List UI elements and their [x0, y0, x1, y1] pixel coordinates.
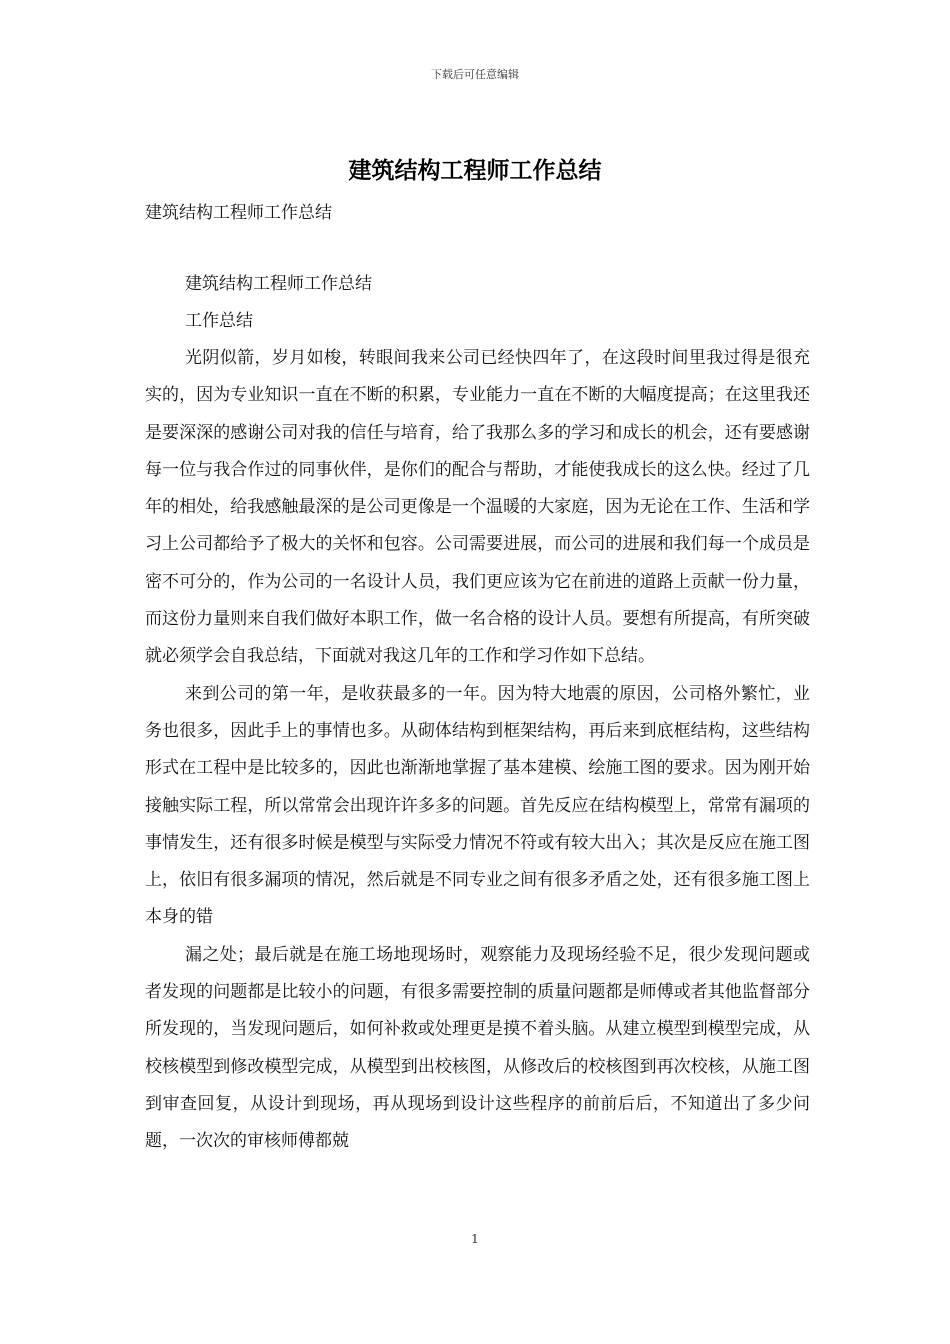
- paragraph: 光阴似箭，岁月如梭，转眼间我来公司已经快四年了，在这段时间里我过得是很充实的，因为专业知识一直在不断的积累，专业能力一直在不断的大幅度提高；在这里我还是要深深的感谢公司对我的信任与培育，给了我那么多的学习和成长的机会，还有要感谢每一位与我合作过的同事伙伴，是你们的配合与帮助，才能使我成长的这么快。经过了几年的相处，给我感触最深的是公司更像是一个温暖的大家庭，因为无论在工作、生活和学习上公司都给予了极大的关怀和包容。公司需要进展，而公司的进展和我们每一个成员是密不可分的，作为公司的一名设计人员，我们更应该为它在前进的道路上贡献一份力量，而这份力量则来自我们做好本职工作，做一名合格的设计人员。要想有所提高，有所突破就必须学会自我总结，下面就对我这几年的工作和学习作如下总结。: [145, 348, 810, 667]
- header-note: 下载后可任意编辑: [431, 68, 519, 81]
- section-subheading: 工作总结: [185, 311, 253, 331]
- paragraph: 来到公司的第一年，是收获最多的一年。因为特大地震的原因，公司格外繁忙，业务也很多，因此手上的事情也多。从砌体结构到框架结构，再后来到底框结构，这些结构形式在工程中是比较多的，因此也渐渐地掌握了基本建模、绘施工图的要求。因为刚开始接触实际工程，所以常常会出现许许多多的问题。首先反应在结构模型上，常常有漏项的事情发生，还有很多时候是模型与实际受力情况不符或有较大出入；其次是反应在施工图上，依旧有很多漏项的情况，然后就是不同专业之间有很多矛盾之处，还有很多施工图上本身的错: [145, 683, 810, 928]
- blank-line: [145, 239, 810, 266]
- paragraph: 漏之处；最后就是在施工场地现场时，观察能力及现场经验不足，很少发现问题或者发现的问题都是比较小的问题，有很多需要控制的质量问题都是师傅或者其他监督部分所发现的，当发现问题后，如何补救或处理更是摸不着头脑。从建立模型到模型完成，从校核模型到修改模型完成，从模型到出校核图，从修改后的校核图到再次校核，从施工图到审查回复，从设计到现场，再从现场到设计这些程序的前前后后，不知道出了多少问题，一次次的审核师傅都兢: [145, 944, 810, 1152]
- document-subtitle: 建筑结构工程师工作总结: [145, 203, 332, 223]
- page-number: 1: [471, 1232, 479, 1246]
- section-heading: 建筑结构工程师工作总结: [185, 274, 372, 294]
- document-title: 建筑结构工程师工作总结: [348, 157, 602, 184]
- document-body: [145, 199, 810, 1161]
